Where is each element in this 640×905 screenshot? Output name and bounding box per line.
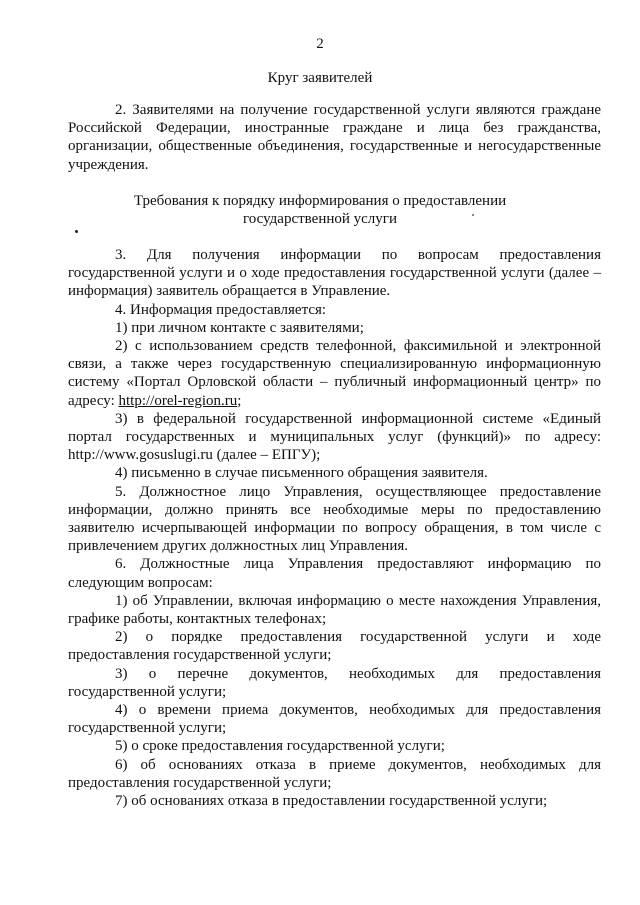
paragraph-4-item-3: 3) в федеральной государственной информационной системе «Единый портал государственных и муниципальных услуг (функций)» по адресу: http://www.gosuslugi.ru (далее – ЕПГУ);	[68, 410, 601, 464]
paragraph-6: 6. Должностные лица Управления предоставляют информацию по следующим вопросам:	[68, 556, 601, 591]
applicants-section	[68, 101, 601, 174]
item-2-text: 2) с использованием средств телефонной, факсимильной и электронной связи, а также через государственную специализированную информационную систему «Портал Орловской области – публичный информационный центр» по адресу:	[68, 338, 601, 409]
paragraph-6-item-7: 7) об основаниях отказа в предоставлении государственной услуги;	[115, 793, 548, 810]
information-section	[68, 246, 601, 810]
paragraph-4-item-2	[68, 337, 601, 410]
scan-artifact-speck	[472, 214, 474, 216]
section-heading-information-line2: государственной услуги	[243, 211, 397, 227]
paragraph-4-item-4: 4) письменно в случае письменного обращения заявителя.	[115, 465, 488, 482]
paragraph-6-item-2: 2) о порядке предоставления государственной услуги и ходе предоставления государственной услуги;	[68, 629, 601, 664]
paragraph-2: 2. Заявителями на получение государственной услуги являются граждане Российской Федерации, иностранные граждане и лица без гражданства, организации, общественные объединения, государственные и негосударственные учреждения.	[68, 102, 601, 173]
page-number: 2	[316, 36, 324, 52]
paragraph-6-item-6: 6) об основаниях отказа в приеме документов, необходимых для предоставления государственной услуги;	[68, 756, 601, 791]
paragraph-6-item-4: 4) о времени приема документов, необходимых для предоставления государственной услуги;	[68, 702, 601, 737]
paragraph-6-item-1: 1) об Управлении, включая информацию о месте нахождения Управления, графике работы, контактных телефонах;	[68, 592, 601, 628]
paragraph-3: 3. Для получения информации по вопросам предоставления государственной услуги и о ходе предоставления государственной услуги (далее – информация) заявитель обращается в Управление.	[68, 247, 601, 300]
section-heading-applicants: Круг заявителей	[267, 70, 373, 86]
paragraph-6-item-5: 5) о сроке предоставления государственной услуги;	[115, 738, 445, 755]
orel-region-link[interactable]: http://orel-region.ru	[118, 392, 238, 409]
paragraph-4-item-1: 1) при личном контакте с заявителями;	[115, 319, 364, 336]
paragraph-5: 5. Должностное лицо Управления, осуществляющее предоставление информации, должно принять все необходимые меры по предоставлению заявителю исчерпывающей информации по вопросу обращения, в том числе с привлечением других должностных лиц Управления.	[68, 483, 601, 555]
item-2-end: ;	[237, 392, 242, 409]
paragraph-6-item-3: 3) о перечне документов, необходимых для предоставления государственной услуги;	[68, 665, 601, 700]
scan-artifact-dot	[75, 230, 78, 233]
section-heading-information-line1: Требования к порядку информирования о предоставлении	[133, 193, 507, 209]
paragraph-4: 4. Информация предоставляется:	[115, 301, 327, 318]
